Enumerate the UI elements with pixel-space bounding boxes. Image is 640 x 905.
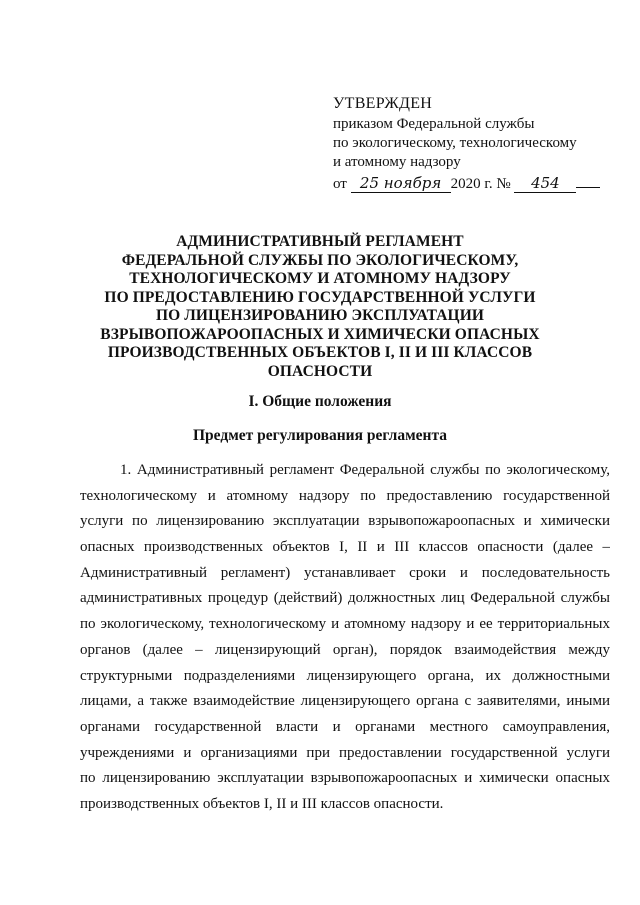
number-underline [576, 173, 600, 188]
title-line: ОПАСНОСТИ [267, 362, 373, 380]
paragraph-line: опасных производственных объектов I, II и III классов опасности (далее – [80, 539, 610, 556]
approval-line: и атомному надзору [333, 154, 461, 170]
title-line: АДМИНИСТРАТИВНЫЙ РЕГЛАМЕНТ [176, 233, 464, 250]
paragraph-line: услуги по лицензированию эксплуатации взрывопожароопасных и химически [80, 513, 610, 530]
title-line: ТЕХНОЛОГИЧЕСКОМУ И АТОМНОМУ НАДЗОРУ [129, 270, 511, 287]
paragraph-line: органами государственной власти и органами местного самоуправления, [80, 718, 610, 735]
paragraph-line: структурными подразделениями лицензирующего органа, их должностными [80, 667, 610, 684]
handwritten-order-number: 454 [514, 175, 576, 193]
paragraph-line: технологическому и атомному надзору по предоставлению государственной [80, 487, 610, 504]
approval-line: по экологическому, технологическому [333, 135, 577, 151]
approval-line: приказом Федеральной службы [333, 116, 535, 132]
sub-heading: Предмет регулирования регламента [193, 427, 447, 444]
order-date-line [333, 173, 613, 194]
title-line: ПО ПРЕДОСТАВЛЕНИЮ ГОСУДАРСТВЕННОЙ УСЛУГИ [104, 288, 536, 306]
date-prefix: от [333, 176, 347, 192]
paragraph-line: учреждениями и организациями при предоставлении государственной услуги [80, 744, 610, 761]
paragraph-1 [80, 458, 610, 818]
approved-label: УТВЕРЖДЕН [333, 95, 433, 112]
paragraph-line: Административный регламент) устанавливает сроки и последовательность [80, 564, 610, 581]
paragraph-line: по экологическому, технологическому и атомному надзору и ее территориальных [80, 616, 610, 633]
paragraph-line: по лицензированию эксплуатации взрывопожароопасных и химически опасных [80, 770, 610, 787]
paragraph-line: административных процедур (действий) должностных лиц Федеральной службы [80, 590, 610, 607]
section-heading: I. Общие положения [248, 393, 392, 410]
paragraph-line: органов (далее – лицензирующий орган), порядок взаимодействия между [80, 641, 610, 658]
title-line: ПРОИЗВОДСТВЕННЫХ ОБЪЕКТОВ I, II И III КЛАССОВ [107, 344, 533, 361]
document-title [90, 233, 550, 381]
title-line: ФЕДЕРАЛЬНОЙ СЛУЖБЫ ПО ЭКОЛОГИЧЕСКОМУ, [121, 251, 519, 269]
title-line: ПО ЛИЦЕНЗИРОВАНИЮ ЭКСПЛУАТАЦИИ [155, 307, 485, 324]
handwritten-date: 25 ноября [351, 175, 451, 193]
order-year: 2020 г. № [450, 176, 511, 192]
approval-block [333, 94, 613, 194]
paragraph-line: производственных объектов I, II и III классов опасности. [80, 795, 444, 812]
paragraph-line: 1. Административный регламент Федеральной службы по экологическому, [120, 462, 610, 478]
title-line: ВЗРЫВОПОЖАРООПАСНЫХ И ХИМИЧЕСКИ ОПАСНЫХ [100, 325, 540, 343]
paragraph-line: лицами, а также взаимодействие лицензирующего органа с заявителями, иными [80, 693, 610, 710]
